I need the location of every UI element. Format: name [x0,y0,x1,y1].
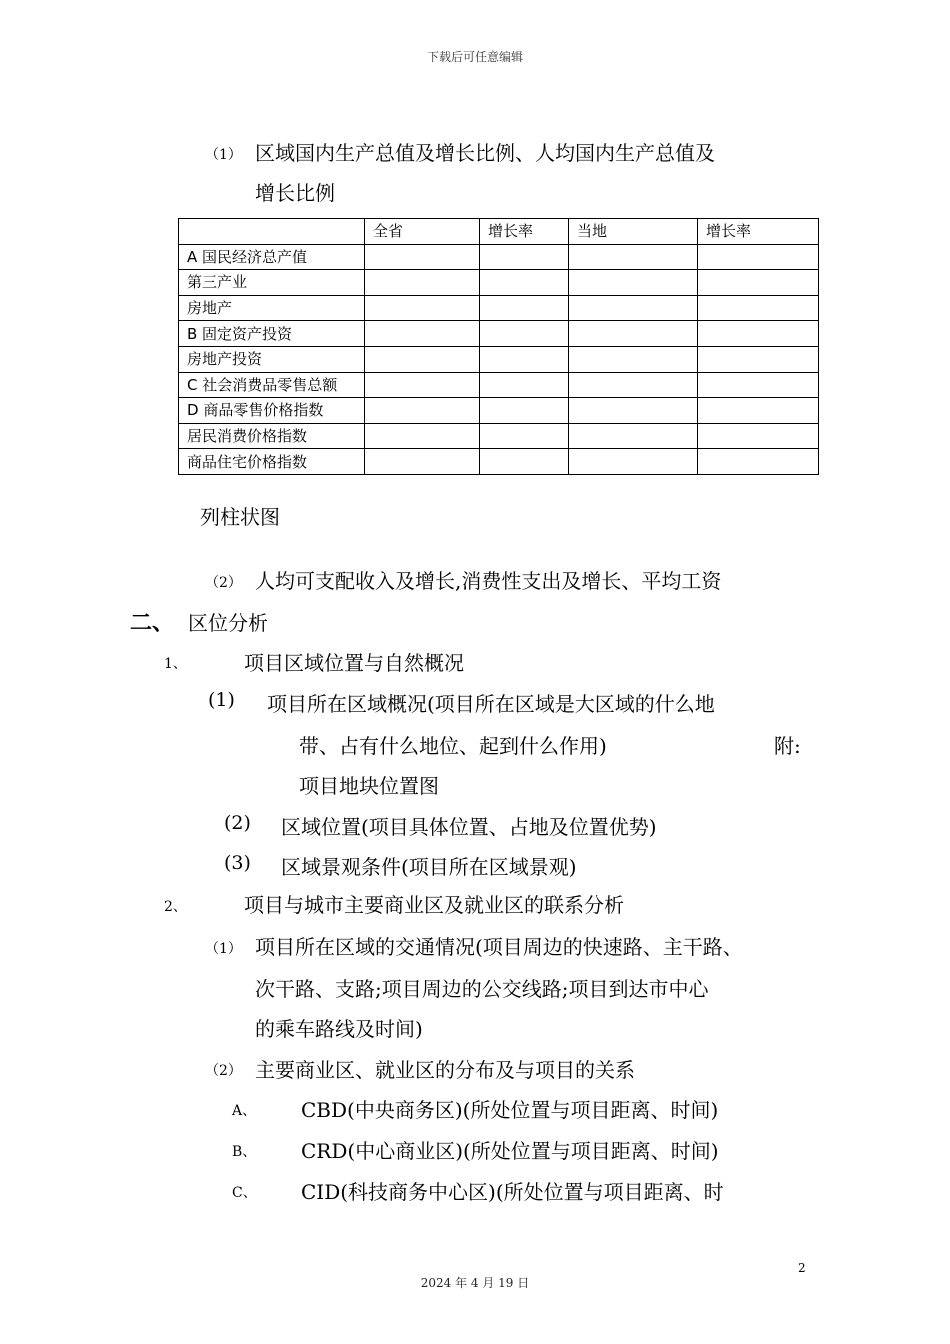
empty-cell [365,321,480,347]
item-2-a-number: A、 [232,1103,257,1119]
part-2-title: 区位分析 [188,611,268,635]
empty-cell [480,449,569,475]
table-row [179,244,819,270]
empty-cell [698,244,819,270]
empty-cell [365,372,480,398]
item-1-sub1-attach: 附: [774,734,801,758]
item-2-c-number: C、 [232,1185,257,1201]
item-2-sub1-number: （1） [205,941,242,957]
empty-cell [480,244,569,270]
empty-cell [365,346,480,372]
page-header: 下载后可任意编辑 [426,50,523,64]
table-header-cell: 增长率 [480,219,569,245]
section-1-title-line2: 增长比例 [255,181,335,205]
item-1-sub3-number: (3) [224,852,251,874]
part-2-number: 二、 [130,610,175,636]
item-1-sub2-text: 区域位置(项目具体位置、占地及位置优势) [281,815,657,839]
item-1-sub2-number: (2) [224,812,251,834]
empty-cell [698,346,819,372]
empty-cell [698,449,819,475]
item-2-sub1-line1: 项目所在区域的交通情况(项目周边的快速路、主干路、 [255,935,743,959]
item-2-sub2-text: 主要商业区、就业区的分布及与项目的关系 [255,1058,635,1082]
section-2-number: （2） [205,575,242,591]
empty-cell [365,423,480,449]
row-label: 居民消费价格指数 [179,423,365,449]
section-2-title: 人均可支配收入及增长,消费性支出及增长、平均工资 [255,569,722,593]
item-2-title: 项目与城市主要商业区及就业区的联系分析 [244,893,624,917]
item-2-b-text: CRD(中心商业区)(所处位置与项目距离、时间) [301,1139,719,1163]
empty-cell [569,270,698,296]
row-label: 房地产投资 [179,346,365,372]
empty-cell [480,372,569,398]
empty-cell [365,449,480,475]
empty-cell [698,398,819,424]
table-header-cell [179,219,365,245]
item-2-a-text: CBD(中央商务区)(所处位置与项目距离、时间) [301,1098,719,1122]
empty-cell [569,346,698,372]
row-label: B 固定资产投资 [179,321,365,347]
table-row [179,270,819,296]
item-2-b-number: B、 [232,1144,257,1160]
empty-cell [698,372,819,398]
table-header-cell: 增长率 [698,219,819,245]
empty-cell [365,270,480,296]
row-label: A 国民经济总产值 [179,244,365,270]
page-number: 2 [798,1261,806,1275]
item-1-sub1-line3: 项目地块位置图 [299,774,439,798]
table-header-cell: 当地 [569,219,698,245]
empty-cell [480,321,569,347]
item-2-number: 2、 [164,899,187,915]
item-1-sub1-line2: 带、占有什么地位、起到什么作用) [299,734,607,758]
item-1-title: 项目区域位置与自然概况 [244,651,464,675]
item-2-c-text: CID(科技商务中心区)(所处位置与项目距离、时 [301,1180,724,1204]
empty-cell [569,295,698,321]
table-row [179,295,819,321]
empty-cell [569,449,698,475]
empty-cell [569,321,698,347]
economic-indicators-table [178,218,819,475]
table-row [179,423,819,449]
empty-cell [365,398,480,424]
section-1-number: （1） [205,147,242,163]
table-header-cell: 全省 [365,219,480,245]
table-row [179,372,819,398]
row-label: 第三产业 [179,270,365,296]
empty-cell [698,295,819,321]
table-row [179,321,819,347]
empty-cell [480,295,569,321]
table-row [179,346,819,372]
item-1-sub3-text: 区域景观条件(项目所在区域景观) [281,855,577,879]
item-1-sub1-number: (1) [208,689,235,711]
chart-note: 列柱状图 [200,505,280,529]
row-label: C 社会消费品零售总额 [179,372,365,398]
section-1-title-line1: 区域国内生产总值及增长比例、人均国内生产总值及 [255,141,715,165]
empty-cell [569,372,698,398]
empty-cell [480,346,569,372]
empty-cell [480,398,569,424]
item-2-sub2-number: （2） [205,1063,242,1079]
row-label: D 商品零售价格指数 [179,398,365,424]
empty-cell [569,398,698,424]
empty-cell [698,270,819,296]
empty-cell [698,321,819,347]
item-1-sub1-line1: 项目所在区域概况(项目所在区域是大区域的什么地 [267,692,715,716]
item-1-number: 1、 [164,656,187,672]
item-2-sub1-line2: 次干路、支路;项目周边的公交线路;项目到达市中心 [255,977,709,1001]
footer-date: 2024 年 4 月 19 日 [420,1276,530,1290]
table-header-row [179,219,819,245]
empty-cell [569,244,698,270]
empty-cell [569,423,698,449]
row-label: 商品住宅价格指数 [179,449,365,475]
row-label: 房地产 [179,295,365,321]
empty-cell [365,295,480,321]
empty-cell [365,244,480,270]
table-row [179,398,819,424]
empty-cell [480,423,569,449]
item-2-sub1-line3: 的乘车路线及时间) [255,1017,423,1041]
table-row [179,449,819,475]
empty-cell [480,270,569,296]
empty-cell [698,423,819,449]
